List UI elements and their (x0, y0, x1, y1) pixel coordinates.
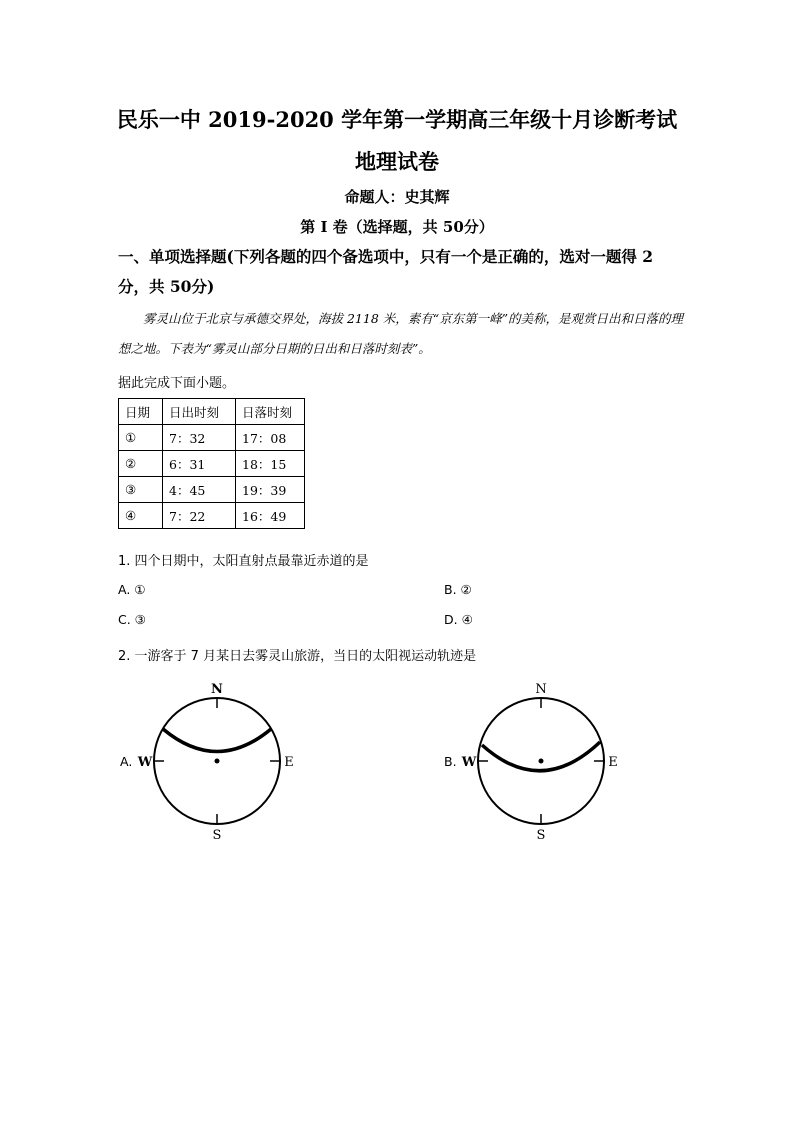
south-label: S (536, 828, 546, 842)
south-label: S (212, 828, 222, 842)
table-cell: ② (119, 451, 163, 477)
table-cell: 19：39 (236, 477, 305, 503)
q2-option-a[interactable]: A. (120, 754, 133, 769)
exam-title: 民乐一中 2019-2020 学年第一学期高三年级十月诊断考试 (116, 107, 678, 132)
table-cell: 4：45 (163, 477, 236, 503)
table-row (119, 477, 305, 503)
west-label: W (137, 755, 153, 770)
q1-option-a[interactable]: A. ① (118, 582, 146, 597)
sunrise-sunset-table (118, 398, 305, 529)
table-row (119, 503, 305, 529)
observer-dot (215, 759, 220, 764)
author-line: 命题人：史其辉 (344, 188, 450, 206)
table-cell: 7：32 (163, 425, 236, 451)
sun-path-diagram-b (460, 680, 630, 842)
sun-path-diagram-a (136, 680, 306, 842)
east-label: E (608, 755, 618, 770)
section-heading: 一、单项选择题(下列各题的四个备选项中，只有一个是正确的，选对一题得 2分，共 50分) (118, 247, 654, 296)
table-header-cell: 日落时刻 (236, 399, 305, 425)
table-header-row (119, 399, 305, 425)
sun-path-arc (482, 742, 600, 771)
q1-option-b[interactable]: B. ② (444, 582, 472, 597)
table-cell: ③ (119, 477, 163, 503)
east-label: E (284, 755, 294, 770)
table-cell: ① (119, 425, 163, 451)
sun-path-arc (163, 729, 271, 752)
table-cell: 17：08 (236, 425, 305, 451)
volume-heading: 第 I 卷（选择题，共 50分） (300, 218, 494, 236)
table-cell: ④ (119, 503, 163, 529)
north-label: N (535, 682, 547, 697)
west-label: W (461, 755, 477, 770)
table-cell: 6：31 (163, 451, 236, 477)
subject-title: 地理试卷 (355, 149, 439, 174)
table-cell: 16：49 (236, 503, 305, 529)
q2-option-b[interactable]: B. (444, 754, 457, 769)
table-row (119, 425, 305, 451)
q1-option-c[interactable]: C. ③ (118, 612, 146, 627)
question-1-stem: 1. 四个日期中，太阳直射点最靠近赤道的是 (118, 554, 369, 569)
observer-dot (539, 759, 544, 764)
table-header-cell: 日出时刻 (163, 399, 236, 425)
q1-option-d[interactable]: D. ④ (444, 612, 473, 627)
passage-text: 雾灵山位于北京与承德交界处，海拔 2118 米，素有“京东第一峰”的美称，是观赏日出和日落的理想之地。下表为“雾灵山部分日期的日出和日落时刻表”。 (118, 311, 684, 356)
table-cell: 7：22 (163, 503, 236, 529)
passage-instruction: 据此完成下面小题。 (118, 376, 236, 391)
north-label: N (211, 682, 223, 697)
table-header-cell: 日期 (119, 399, 163, 425)
table-cell: 18：15 (236, 451, 305, 477)
question-2-stem: 2. 一游客于 7 月某日去雾灵山旅游，当日的太阳视运动轨迹是 (118, 649, 477, 664)
table-row (119, 451, 305, 477)
